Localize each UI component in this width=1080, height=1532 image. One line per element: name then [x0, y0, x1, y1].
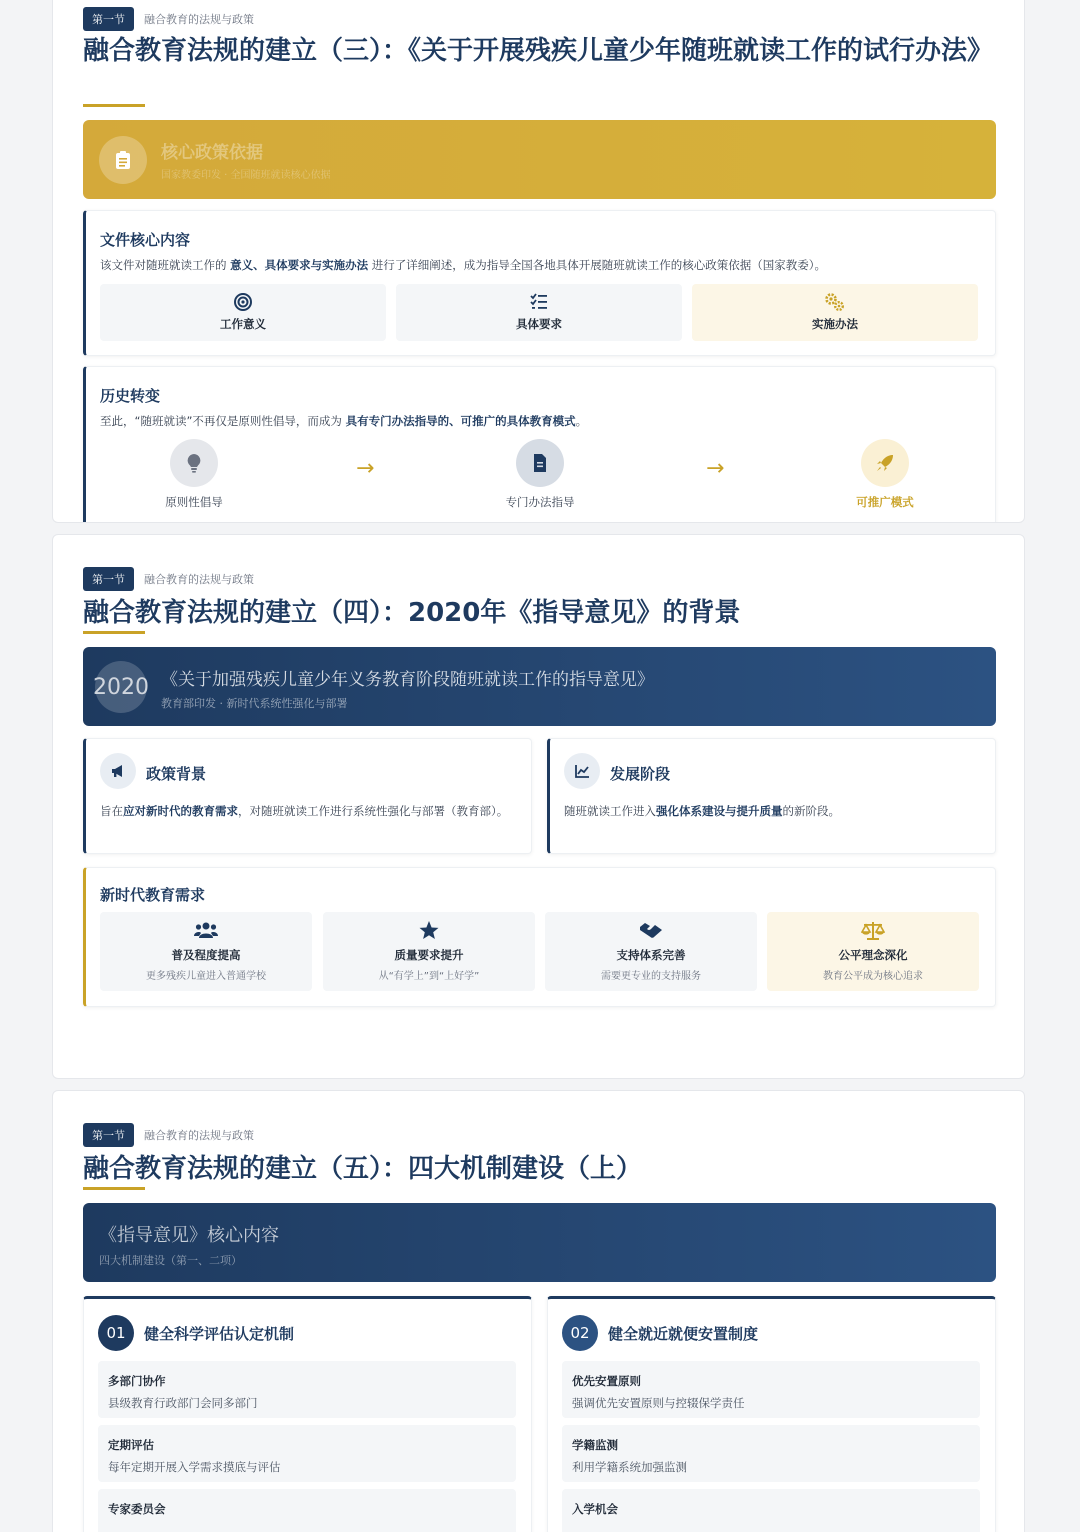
megaphone-icon [100, 753, 136, 789]
rocket-icon [861, 439, 909, 487]
tile-label: 普及程度提高 [171, 948, 241, 962]
mechanism-heading: 健全就近就便安置制度 [608, 1325, 759, 1343]
development-stage-card [547, 738, 996, 854]
tile-label: 支持体系完善 [616, 948, 686, 962]
core-content-banner [83, 1203, 996, 1282]
tile-work-significance [100, 284, 386, 341]
card-text: 旨在应对新时代的教育需求，对随班就读工作进行系统性强化与部署（教育部）。 [100, 804, 509, 818]
tile-label: 质量要求提升 [394, 948, 464, 962]
handshake-icon [545, 921, 757, 941]
tile-equity [767, 912, 979, 991]
card-heading: 文件核心内容 [100, 231, 191, 249]
history-card [83, 366, 996, 523]
banner-title: 核心政策依据 [161, 143, 263, 163]
section-subtitle: 融合教育的法规与政策 [144, 13, 254, 26]
scale-icon [767, 921, 979, 941]
checklist-icon [396, 292, 682, 312]
tile-quality [323, 912, 535, 991]
banner-title: 《关于加强残疾儿童少年义务教育阶段随班就读工作的指导意见》 [161, 670, 654, 690]
card-text: 随班就读工作进入强化体系建设与提升质量的新阶段。 [564, 804, 840, 818]
mechanism-card-assessment [83, 1296, 532, 1532]
page-title: 融合教育法规的建立（四）：2020年《指导意见》的背景 [83, 598, 741, 628]
policy-banner [83, 120, 996, 199]
users-icon [100, 921, 312, 941]
tile-sub: 从“有学上”到“上好学” [378, 971, 480, 982]
title-underline [83, 631, 145, 634]
document-icon [516, 439, 564, 487]
step-label: 原则性倡导 [165, 495, 223, 509]
clipboard-icon [99, 136, 147, 184]
title-underline [83, 1187, 145, 1190]
card-heading: 新时代教育需求 [100, 886, 206, 904]
slide-trial-measures [52, 0, 1025, 523]
mechanism-number: 02 [562, 1315, 598, 1351]
tile-support-system [545, 912, 757, 991]
tile-sub: 需要更专业的支持服务 [601, 971, 701, 982]
policy-background-card [83, 738, 532, 854]
tile-label: 公平理念深化 [838, 948, 908, 962]
tile-implementation [692, 284, 978, 341]
card-heading: 历史转变 [100, 387, 161, 405]
tile-label: 工作意义 [220, 317, 266, 331]
banner-subtitle: 四大机制建设（第一、二项） [99, 1254, 242, 1267]
banner-subtitle: 国家教委印发 · 全国随班就读核心依据 [161, 170, 331, 181]
section-header [83, 567, 254, 591]
tile-label: 具体要求 [516, 317, 562, 331]
page-title: 融合教育法规的建立（五）：四大机制建设（上） [83, 1154, 643, 1184]
core-content-card [83, 210, 996, 356]
star-icon [323, 921, 535, 941]
arrow-right-icon: → [356, 456, 375, 481]
guidance-banner [83, 647, 996, 726]
tile-sub: 更多残疾儿童进入普通学校 [146, 971, 266, 982]
page-title: 融合教育法规的建立（三）：《关于开展残疾儿童少年随班就读工作的试行办法》 [83, 36, 994, 66]
line-chart-icon [564, 753, 600, 789]
mechanism-heading: 健全科学评估认定机制 [144, 1325, 295, 1343]
section-badge: 第一节 [83, 7, 134, 31]
section-header [83, 7, 254, 31]
mechanism-item: 学籍监测 利用学籍系统加强监测 [562, 1425, 980, 1482]
banner-subtitle: 教育部印发 · 新时代系统性强化与部署 [161, 697, 348, 710]
card-heading: 政策背景 [146, 765, 207, 783]
card-text: 至此，“随班就读”不再仅是原则性倡导，而成为 具有专门办法指导的、可推广的具体教育模式。 [100, 414, 588, 428]
step-label: 可推广模式 [856, 495, 914, 509]
gears-icon [692, 292, 978, 312]
card-text: 该文件对随班就读工作的 意义、具体要求与实施办法 进行了详细阐述，成为指导全国各地具体开展随班就读工作的核心政策依据（国家教委）。 [100, 258, 827, 272]
card-heading: 发展阶段 [610, 765, 671, 783]
tile-specific-requirements [396, 284, 682, 341]
slide-four-mechanisms [52, 1090, 1025, 1532]
section-subtitle: 融合教育的法规与政策 [144, 1129, 254, 1142]
mechanism-item: 专家委员会 [98, 1489, 516, 1532]
mechanism-item: 优先安置原则 强调优先安置原则与控辍保学责任 [562, 1361, 980, 1418]
slide-2020-guidance-background [52, 534, 1025, 1079]
section-badge: 第一节 [83, 1123, 134, 1147]
mechanism-item: 定期评估 每年定期开展入学需求摸底与评估 [98, 1425, 516, 1482]
tile-popularization [100, 912, 312, 991]
mechanism-item: 多部门协作 县级教育行政部门会同多部门 [98, 1361, 516, 1418]
arrow-right-icon: → [706, 456, 725, 481]
mechanism-item: 入学机会 [562, 1489, 980, 1532]
section-subtitle: 融合教育的法规与政策 [144, 573, 254, 586]
year-badge: 2020 [95, 661, 147, 713]
banner-title: 《指导意见》核心内容 [99, 1225, 279, 1246]
lightbulb-icon [170, 439, 218, 487]
target-icon [100, 292, 386, 312]
new-era-needs-card [83, 867, 996, 1007]
tile-sub: 教育公平成为核心追求 [823, 971, 923, 982]
tile-label: 实施办法 [812, 317, 858, 331]
mechanism-number: 01 [98, 1315, 134, 1351]
section-badge: 第一节 [83, 567, 134, 591]
step-label: 专门办法指导 [505, 495, 575, 509]
title-underline [83, 104, 145, 107]
section-header [83, 1123, 254, 1147]
mechanism-card-placement [547, 1296, 996, 1532]
